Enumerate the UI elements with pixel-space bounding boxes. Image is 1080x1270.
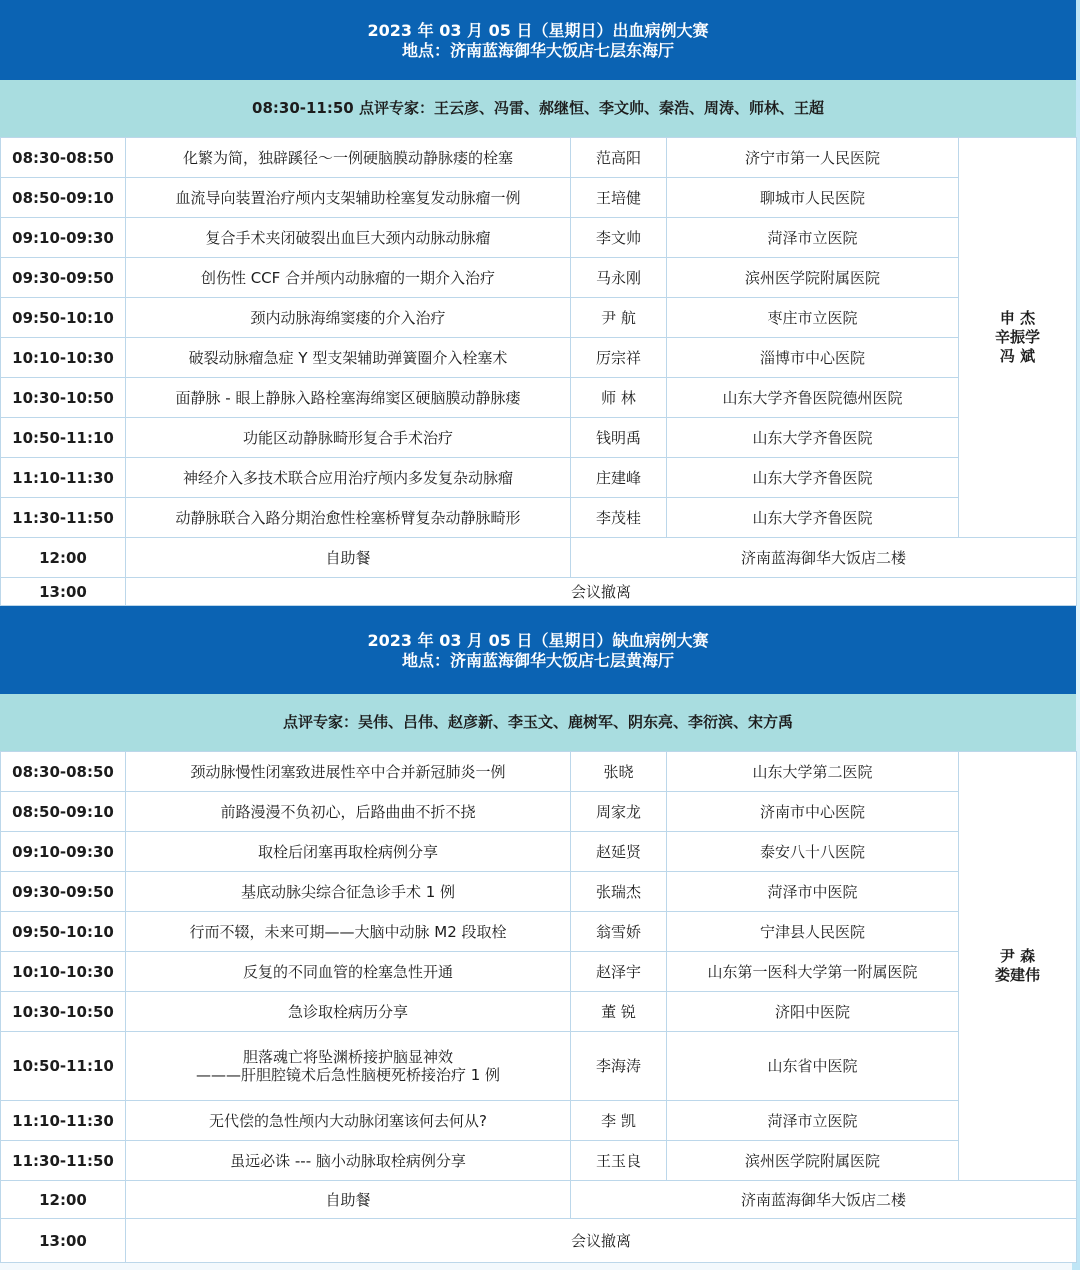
time-cell: 09:30-09:50 <box>1 258 126 298</box>
hospital-cell: 滨州医学院附属医院 <box>667 258 959 298</box>
time-cell: 10:50-11:10 <box>1 418 126 458</box>
time-cell: 12:00 <box>1 538 126 578</box>
topic-cell: 血流导向装置治疗颅内支架辅助栓塞复发动脉瘤一例 <box>126 178 571 218</box>
close-row <box>1 1219 1077 1263</box>
time-cell: 09:30-09:50 <box>1 872 126 912</box>
hospital-cell: 济宁市第一人民医院 <box>667 138 959 178</box>
speaker-cell: 张瑞杰 <box>571 872 667 912</box>
table-row <box>1 458 1077 498</box>
table-row <box>1 138 1077 178</box>
hospital-cell: 山东大学第二医院 <box>667 752 959 792</box>
section-title-date: 2023 年 03 月 05 日（星期日）缺血病例大赛 <box>367 631 709 650</box>
topic-cell: 反复的不同血管的栓塞急性开通 <box>126 952 571 992</box>
table-row <box>1 872 1077 912</box>
time-cell: 11:30-11:50 <box>1 498 126 538</box>
topic-cell: 化繁为简，独辟蹊径～一例硬脑膜动静脉瘘的栓塞 <box>126 138 571 178</box>
hospital-cell: 山东大学齐鲁医院德州医院 <box>667 378 959 418</box>
table-row <box>1 498 1077 538</box>
table-row <box>1 952 1077 992</box>
speaker-cell: 王培健 <box>571 178 667 218</box>
time-cell: 11:30-11:50 <box>1 1141 126 1181</box>
speaker-cell: 翁雪娇 <box>571 912 667 952</box>
topic-cell: 神经介入多技术联合应用治疗颅内多发复杂动脉瘤 <box>126 458 571 498</box>
close-label: 会议撤离 <box>126 1219 1077 1263</box>
speaker-cell: 赵泽宇 <box>571 952 667 992</box>
hosts-cell <box>959 138 1077 538</box>
topic-cell: 行而不辍，未来可期——大脑中动脉 M2 段取栓 <box>126 912 571 952</box>
hospital-cell: 山东省中医院 <box>667 1032 959 1101</box>
time-cell: 11:10-11:30 <box>1 1101 126 1141</box>
lunch-row <box>1 538 1077 578</box>
topic-cell: 虽远必诛 --- 脑小动脉取栓病例分享 <box>126 1141 571 1181</box>
hospital-cell: 宁津县人民医院 <box>667 912 959 952</box>
topic-cell: 破裂动脉瘤急症 Y 型支架辅助弹簧圈介入栓塞术 <box>126 338 571 378</box>
section-title <box>0 606 1076 694</box>
time-cell: 10:10-10:30 <box>1 338 126 378</box>
table-row <box>1 298 1077 338</box>
schedule-table <box>0 137 1077 606</box>
hospital-cell: 济阳中医院 <box>667 992 959 1032</box>
speaker-cell: 钱明禹 <box>571 418 667 458</box>
hospital-cell: 淄博市中心医院 <box>667 338 959 378</box>
speaker-cell: 厉宗祥 <box>571 338 667 378</box>
speaker-cell: 李文帅 <box>571 218 667 258</box>
time-cell: 13:00 <box>1 578 126 606</box>
time-cell: 10:30-10:50 <box>1 992 126 1032</box>
table-row <box>1 1101 1077 1141</box>
topic-cell: 前路漫漫不负初心，后路曲曲不折不挠 <box>126 792 571 832</box>
hospital-cell: 滨州医学院附属医院 <box>667 1141 959 1181</box>
time-cell: 11:10-11:30 <box>1 458 126 498</box>
speaker-cell: 张晓 <box>571 752 667 792</box>
speaker-cell: 范高阳 <box>571 138 667 178</box>
host-name: 娄建伟 <box>994 966 1040 984</box>
table-row <box>1 752 1077 792</box>
section-hemorrhage <box>0 0 1076 606</box>
time-cell: 12:00 <box>1 1181 126 1219</box>
speaker-cell: 尹 航 <box>571 298 667 338</box>
table-row <box>1 258 1077 298</box>
topic-cell: 动静脉联合入路分期治愈性栓塞桥臂复杂动静脉畸形 <box>126 498 571 538</box>
lunch-label: 自助餐 <box>126 1181 571 1219</box>
time-cell: 08:30-08:50 <box>1 752 126 792</box>
host-name: 辛振学 <box>994 328 1040 346</box>
lunch-place: 济南蓝海御华大饭店二楼 <box>571 538 1077 578</box>
speaker-cell: 马永刚 <box>571 258 667 298</box>
time-cell: 09:10-09:30 <box>1 218 126 258</box>
host-name: 冯 斌 <box>999 347 1036 365</box>
topic-cell: 颈内动脉海绵窦瘘的介入治疗 <box>126 298 571 338</box>
topic-cell: 基底动脉尖综合征急诊手术 1 例 <box>126 872 571 912</box>
topic-cell <box>126 1032 571 1101</box>
topic-line: 胆落魂亡将坠渊桥接护脑显神效 <box>242 1048 453 1066</box>
topic-cell: 颈动脉慢性闭塞致进展性卒中合并新冠肺炎一例 <box>126 752 571 792</box>
time-cell: 10:50-11:10 <box>1 1032 126 1101</box>
section-title-date: 2023 年 03 月 05 日（星期日）出血病例大赛 <box>367 21 709 40</box>
host-name: 尹 森 <box>999 947 1036 965</box>
host-name: 申 杰 <box>999 309 1036 327</box>
table-row <box>1 338 1077 378</box>
time-cell: 08:50-09:10 <box>1 178 126 218</box>
table-row <box>1 1141 1077 1181</box>
hospital-cell: 山东大学齐鲁医院 <box>667 418 959 458</box>
hospital-cell: 山东第一医科大学第一附属医院 <box>667 952 959 992</box>
hospital-cell: 山东大学齐鲁医院 <box>667 498 959 538</box>
hospital-cell: 山东大学齐鲁医院 <box>667 458 959 498</box>
section-title-venue: 地点：济南蓝海御华大饭店七层东海厅 <box>401 41 674 60</box>
table-row <box>1 1032 1077 1101</box>
topic-cell: 复合手术夹闭破裂出血巨大颈内动脉动脉瘤 <box>126 218 571 258</box>
speaker-cell: 董 锐 <box>571 992 667 1032</box>
hosts-cell <box>959 752 1077 1181</box>
table-row <box>1 832 1077 872</box>
time-cell: 10:30-10:50 <box>1 378 126 418</box>
speaker-cell: 周家龙 <box>571 792 667 832</box>
speaker-cell: 李海涛 <box>571 1032 667 1101</box>
topic-cell: 取栓后闭塞再取栓病例分享 <box>126 832 571 872</box>
time-cell: 09:50-10:10 <box>1 912 126 952</box>
table-row <box>1 218 1077 258</box>
hospital-cell: 聊城市人民医院 <box>667 178 959 218</box>
topic-cell: 功能区动静脉畸形复合手术治疗 <box>126 418 571 458</box>
table-row <box>1 178 1077 218</box>
topic-cell: 面静脉 - 眼上静脉入路栓塞海绵窦区硬脑膜动静脉瘘 <box>126 378 571 418</box>
hospital-cell: 菏泽市中医院 <box>667 872 959 912</box>
speaker-cell: 赵延贤 <box>571 832 667 872</box>
table-row <box>1 378 1077 418</box>
section-title-venue: 地点：济南蓝海御华大饭店七层黄海厅 <box>401 651 674 670</box>
speaker-cell: 李茂桂 <box>571 498 667 538</box>
table-row <box>1 912 1077 952</box>
topic-cell: 急诊取栓病历分享 <box>126 992 571 1032</box>
hospital-cell: 菏泽市立医院 <box>667 218 959 258</box>
time-cell: 13:00 <box>1 1219 126 1263</box>
time-cell: 08:30-08:50 <box>1 138 126 178</box>
close-row <box>1 578 1077 606</box>
lunch-row <box>1 1181 1077 1219</box>
schedule-table <box>0 751 1077 1263</box>
time-cell: 10:10-10:30 <box>1 952 126 992</box>
time-cell: 09:50-10:10 <box>1 298 126 338</box>
time-cell: 09:10-09:30 <box>1 832 126 872</box>
section-ischemia <box>0 606 1076 1263</box>
speaker-cell: 李 凯 <box>571 1101 667 1141</box>
speaker-cell: 庄建峰 <box>571 458 667 498</box>
hospital-cell: 济南市中心医院 <box>667 792 959 832</box>
topic-subline: ———肝胆腔镜术后急性脑梗死桥接治疗 1 例 <box>195 1066 501 1084</box>
review-experts: 08:30-11:50 点评专家：王云彦、冯雷、郝继恒、李文帅、秦浩、周涛、师林、王超 <box>0 80 1076 137</box>
review-experts: 点评专家：吴伟、吕伟、赵彦新、李玉文、鹿树军、阴东亮、李衍滨、宋方禹 <box>0 694 1076 751</box>
topic-cell: 创伤性 CCF 合并颅内动脉瘤的一期介入治疗 <box>126 258 571 298</box>
speaker-cell: 王玉良 <box>571 1141 667 1181</box>
lunch-place: 济南蓝海御华大饭店二楼 <box>571 1181 1077 1219</box>
section-title <box>0 0 1076 80</box>
hospital-cell: 枣庄市立医院 <box>667 298 959 338</box>
speaker-cell: 师 林 <box>571 378 667 418</box>
table-row <box>1 792 1077 832</box>
hospital-cell: 泰安八十八医院 <box>667 832 959 872</box>
lunch-label: 自助餐 <box>126 538 571 578</box>
table-row <box>1 992 1077 1032</box>
table-row <box>1 418 1077 458</box>
time-cell: 08:50-09:10 <box>1 792 126 832</box>
hospital-cell: 菏泽市立医院 <box>667 1101 959 1141</box>
topic-cell: 无代偿的急性颅内大动脉闭塞该何去何从? <box>126 1101 571 1141</box>
close-label: 会议撤离 <box>126 578 1077 606</box>
